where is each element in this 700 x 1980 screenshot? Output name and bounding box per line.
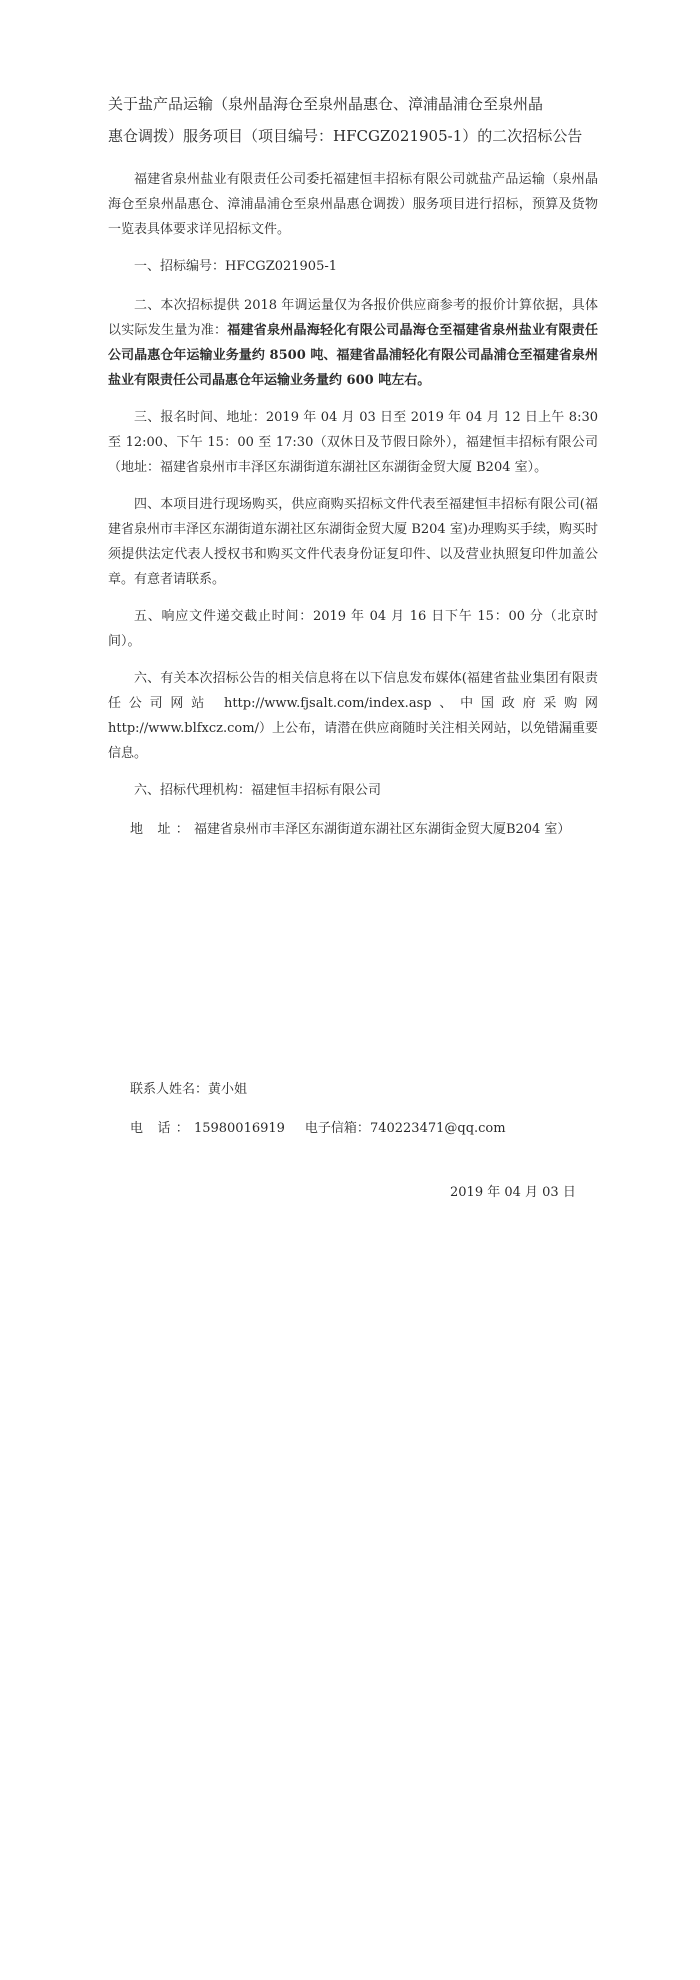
agency-item: 六、招标代理机构：福建恒丰招标有限公司	[134, 783, 382, 798]
document-body	[108, 167, 598, 842]
contact-phone-value: 15980016919	[193, 1121, 285, 1136]
title-line-1: 关于盐产品运输（泉州晶海仓至泉州晶惠仓、漳浦晶浦仓至泉州晶	[108, 95, 544, 113]
registration-item: 三、报名时间、地址：2019 年 04 月 03 日至 2019 年 04 月 12 日上午 8:30 至 12:00、下午 15：00 至 17:30（双休日及节假日除外），福建恒丰招标有限公司（地址：福建省泉州市丰泽区东湖街道东湖社区东湖街金贸大厦 B204 室）。	[108, 410, 598, 475]
document-title	[108, 88, 608, 152]
contact-name-line	[130, 1077, 247, 1102]
volume-item-prefix: 二、本次招标提供 2018 年调运量仅为各报价供应商参考的报价计算依据，具体以实际发生量为准：	[108, 298, 598, 338]
media-item: 六、有关本次招标公告的相关信息将在以下信息发布媒体(福建省盐业集团有限责任公司网站 http://www.fjsalt.com/index.asp、中国政府采购网 http://www.blfxcz.com/）上公布，请潜在供应商随时关注相关网站，以免错漏重要信息。	[108, 671, 598, 761]
address-line	[108, 817, 598, 842]
document-date: 2019 年 04 月 03 日	[450, 1185, 576, 1200]
purchase-item: 四、本项目进行现场购买，供应商购买招标文件代表至福建恒丰招标有限公司(福建省泉州市丰泽区东湖街道东湖社区东湖街金贸大厦 B204 室)办理购买手续，购买时须提供法定代表人授权书和购买文件代表身份证复印件、以及营业执照复印件加盖公章。有意者请联系。	[108, 497, 598, 587]
bid-number-item: 一、招标编号：HFCGZ021905-1	[134, 259, 338, 274]
address-value: 福建省泉州市丰泽区东湖街道东湖社区东湖街金贸大厦B204 室）	[193, 822, 571, 837]
volume-item	[108, 293, 598, 393]
title-line-2: 惠仓调拨）服务项目（项目编号：HFCGZ021905-1）的二次招标公告	[108, 127, 583, 145]
volume-item-bold: 福建省泉州晶海轻化有限公司晶海仓至福建省泉州盐业有限责任公司晶惠仓年运输业务量约 8500 吨、福建省晶浦轻化有限公司晶浦仓至福建省泉州盐业有限责任公司晶惠仓年运输业务量约 600 吨左右。	[108, 323, 598, 388]
contact-phone-line	[130, 1116, 506, 1141]
contact-name-value: 黄小姐	[208, 1082, 248, 1097]
address-label: 地 址：	[130, 822, 194, 837]
contact-email-label: 电子信箱：	[304, 1121, 370, 1136]
deadline-item: 五、响应文件递交截止时间：2019 年 04 月 16 日下午 15：00 分（北京时间）。	[108, 609, 598, 649]
contact-name-label: 联系人姓名：	[130, 1082, 209, 1097]
contact-email-value: 740223471@qq.com	[369, 1121, 506, 1136]
contact-phone-label: 电 话：	[130, 1121, 194, 1136]
intro-paragraph: 福建省泉州盐业有限责任公司委托福建恒丰招标有限公司就盐产品运输（泉州晶海仓至泉州晶惠仓、漳浦晶浦仓至泉州晶惠仓调拨）服务项目进行招标，预算及货物一览表具体要求详见招标文件。	[108, 172, 598, 237]
